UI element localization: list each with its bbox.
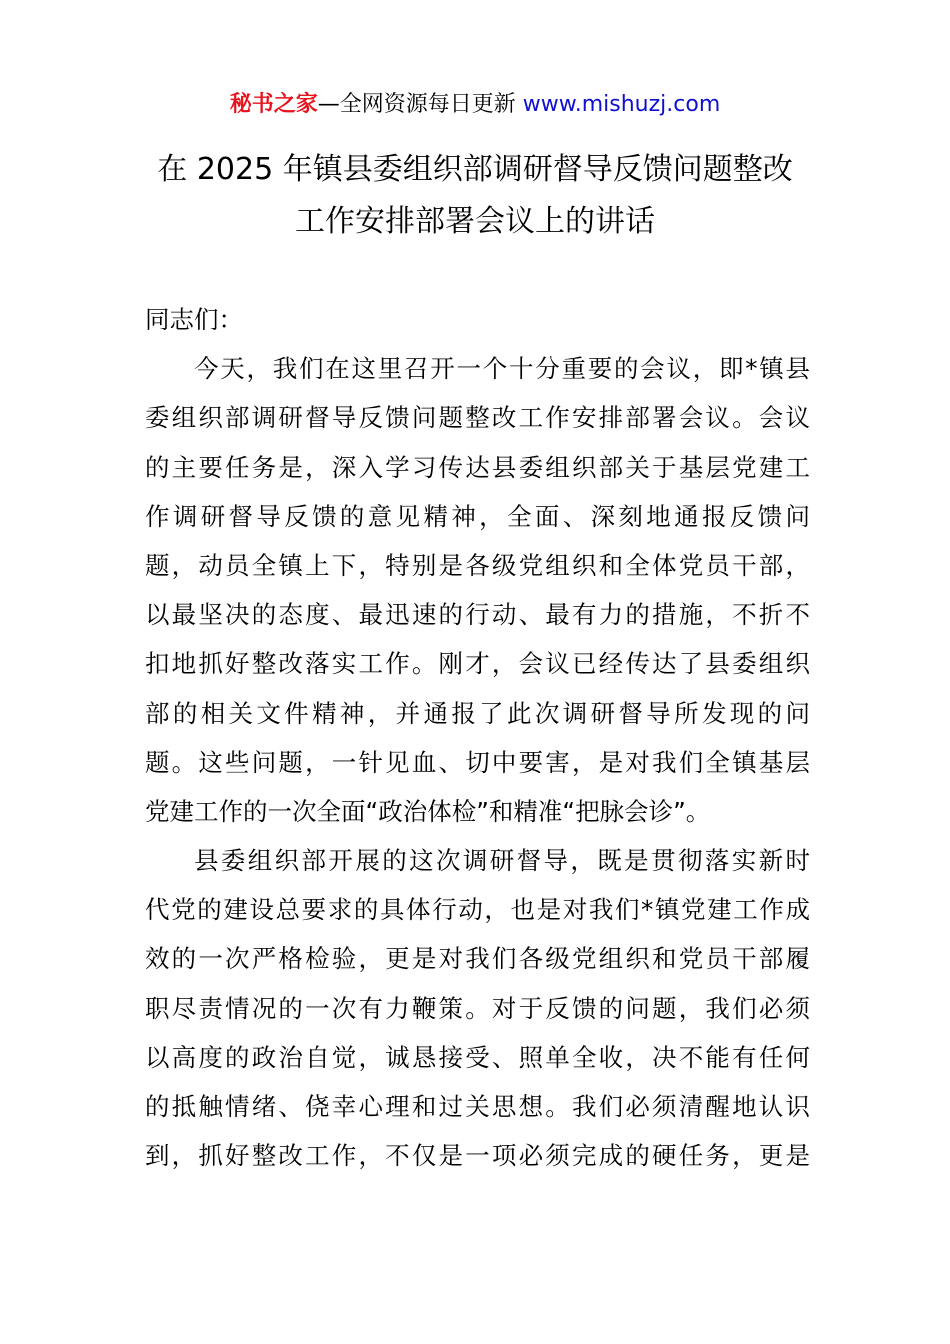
site-url-link[interactable]: www.mishuzj.com: [522, 92, 721, 117]
text-line: 的抵触情绪、侥幸心理和过关思想。我们必须清醒地认识: [145, 1092, 810, 1121]
text-line: 今天，我们在这里召开一个十分重要的会议，即*镇县: [194, 354, 810, 384]
document-title: [0, 144, 950, 248]
text-line: 题。这些问题，一针见血、切中要害，是对我们全镇基层: [145, 747, 810, 777]
text-line: 代党的建设总要求的具体行动，也是对我们*镇党建工作成: [145, 895, 810, 925]
document-body: [145, 295, 810, 1180]
text-line: 以高度的政治自觉，诚恳接受、照单全收，决不能有任何: [145, 1042, 810, 1072]
title-line: 在 2025 年镇县委组织部调研督导反馈问题整改: [157, 152, 793, 187]
text-line: 效的一次严格检验，更是对我们各级党组织和党员干部履: [145, 944, 810, 974]
brand-name: 秘书之家: [229, 92, 318, 117]
text-line: 到，抓好整改工作，不仅是一项必须完成的硬任务，更是: [145, 1141, 810, 1171]
text-line: 党建工作的一次全面“政治体检”和精准“把脉会诊”。: [145, 796, 711, 826]
text-line: 部的相关文件精神，并通报了此次调研督导所发现的问: [145, 698, 810, 728]
text-line: 委组织部调研督导反馈问题整改工作安排部署会议。会议: [145, 403, 810, 433]
text-line: 的主要任务是，深入学习传达县委组织部关于基层党建工: [145, 452, 810, 482]
header-slogan: —全网资源每日更新: [317, 92, 523, 117]
text-line: 县委组织部开展的这次调研督导，既是贯彻落实新时: [194, 846, 810, 876]
text-line: 作调研督导反馈的意见精神，全面、深刻地通报反馈问: [145, 501, 810, 531]
text-line: 以最坚决的态度、最迅速的行动、最有力的措施，不折不: [145, 600, 810, 630]
text-line: 题，动员全镇上下，特别是各级党组织和全体党员干部，: [145, 550, 810, 580]
title-line: 工作安排部署会议上的讲话: [295, 204, 655, 239]
salutation: 同志们：: [145, 305, 243, 334]
text-line: 扣地抓好整改落实工作。刚才，会议已经传达了县委组织: [145, 649, 810, 679]
site-header: [0, 88, 950, 122]
paragraph-1: [145, 344, 810, 836]
text-line: 职尽责情况的一次有力鞭策。对于反馈的问题，我们必须: [145, 993, 810, 1023]
paragraph-2: [145, 836, 810, 1180]
